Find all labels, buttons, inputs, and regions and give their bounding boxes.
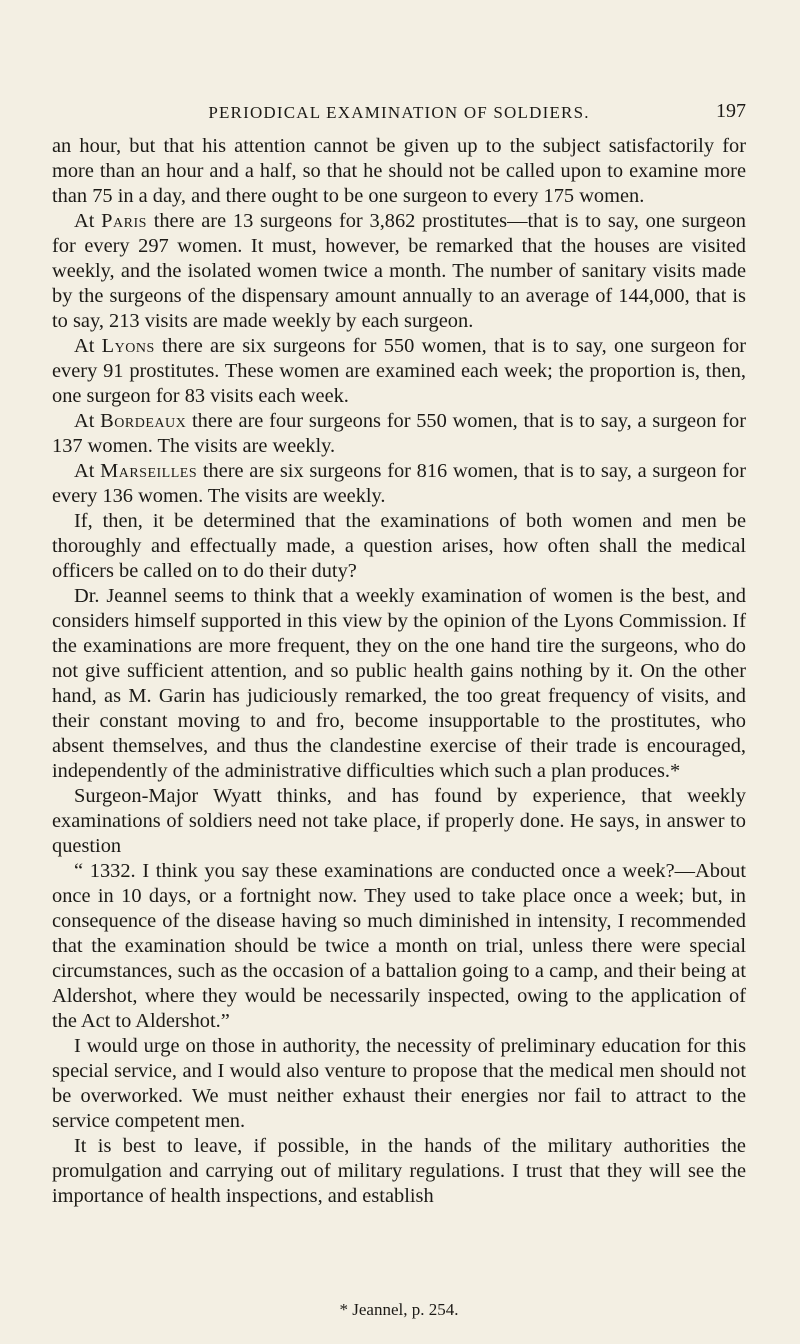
running-title: PERIODICAL EXAMINATION OF SOLDIERS. [208,103,590,122]
paragraph: I would urge on those in authority, the necessity of preliminary education for this special service, and I would also venture to propose that the medical men should not be overworked. We must neither exhaust their energies nor fail to attract to the service competent men. [52,1035,746,1132]
paragraph: If, then, it be determined that the examinations of both women and men be thoroughly and effectually made, a question arises, how often shall the medical officers be called on to do their duty? [52,510,746,582]
body-text [52,134,746,1209]
city-name: Lyons [101,335,155,357]
paragraph: Dr. Jeannel seems to think that a weekly examination of women is the best, and considers himself supported in this view by the opinion of the Lyons Commission. If the examinations are more frequent, they on the one hand tire the surgeons, who do not give sufficient attention, and so public health gains nothing by it. On the other hand, as M. Garin has judiciously remarked, the too great frequency of visits, and their constant moving to and fro, become insupportable to the prostitutes, who absent themselves, and thus the clandestine exercise of their trade is encouraged, independently of the administrative difficulties which such a plan produces.* [52,585,746,782]
paragraph: Surgeon-Major Wyatt thinks, and has found by experience, that weekly examinations of soldiers need not take place, if properly done. He says, in answer to question [52,785,746,857]
paragraph: It is best to leave, if possible, in the hands of the military authorities the promulgation and carrying out of military regulations. I trust that they will see the importance of health inspections, and establish [52,1135,746,1207]
city-name: Marseilles [100,460,198,482]
paragraph-paris: At Paris there are 13 surgeons for 3,862 prostitutes—that is to say, one surgeon for every 297 women. It must, however, be remarked that the houses are visited weekly, and the isolated women twice a month. The number of sanitary visits made by the surgeons of the dispensary amount annually to an average of 144,000, that is to say, 213 visits are made weekly by each surgeon. [52,210,746,332]
city-name: Bordeaux [100,410,187,432]
page-number: 197 [716,100,746,122]
running-head [52,97,746,125]
paragraph-bordeaux: At Bordeaux there are four surgeons for 550 women, that is to say, a surgeon for 137 women. The visits are weekly. [52,410,746,457]
city-name: Paris [101,210,147,232]
quotation: “ 1332. I think you say these examinations are conducted once a week?—About once in 10 days, or a fortnight now. They used to take place once a week; but, in consequence of the disease having so much diminished in intensity, I recommended that the examination should be twice a month on trial, unless there were special circumstances, such as the occasion of a battalion going to a camp, and their being at Aldershot, where they would be necessarily inspected, owing to the application of the Act to Aldershot.” [52,860,746,1032]
paragraph-marseilles: At Marseilles there are six surgeons for 816 women, that is to say, a surgeon for every 136 women. The visits are weekly. [52,460,746,507]
footnote: * Jeannel, p. 254. [339,1300,459,1319]
paragraph-lyons: At Lyons there are six surgeons for 550 women, that is to say, one surgeon for every 91 prostitutes. These women are examined each week; the proportion is, then, one surgeon for 83 visits each week. [52,335,746,407]
paragraph: an hour, but that his attention cannot be given up to the subject satisfactorily for more than an hour and a half, so that he should not be called upon to examine more than 75 in a day, and there ought to be one surgeon to every 175 women. [52,135,746,207]
